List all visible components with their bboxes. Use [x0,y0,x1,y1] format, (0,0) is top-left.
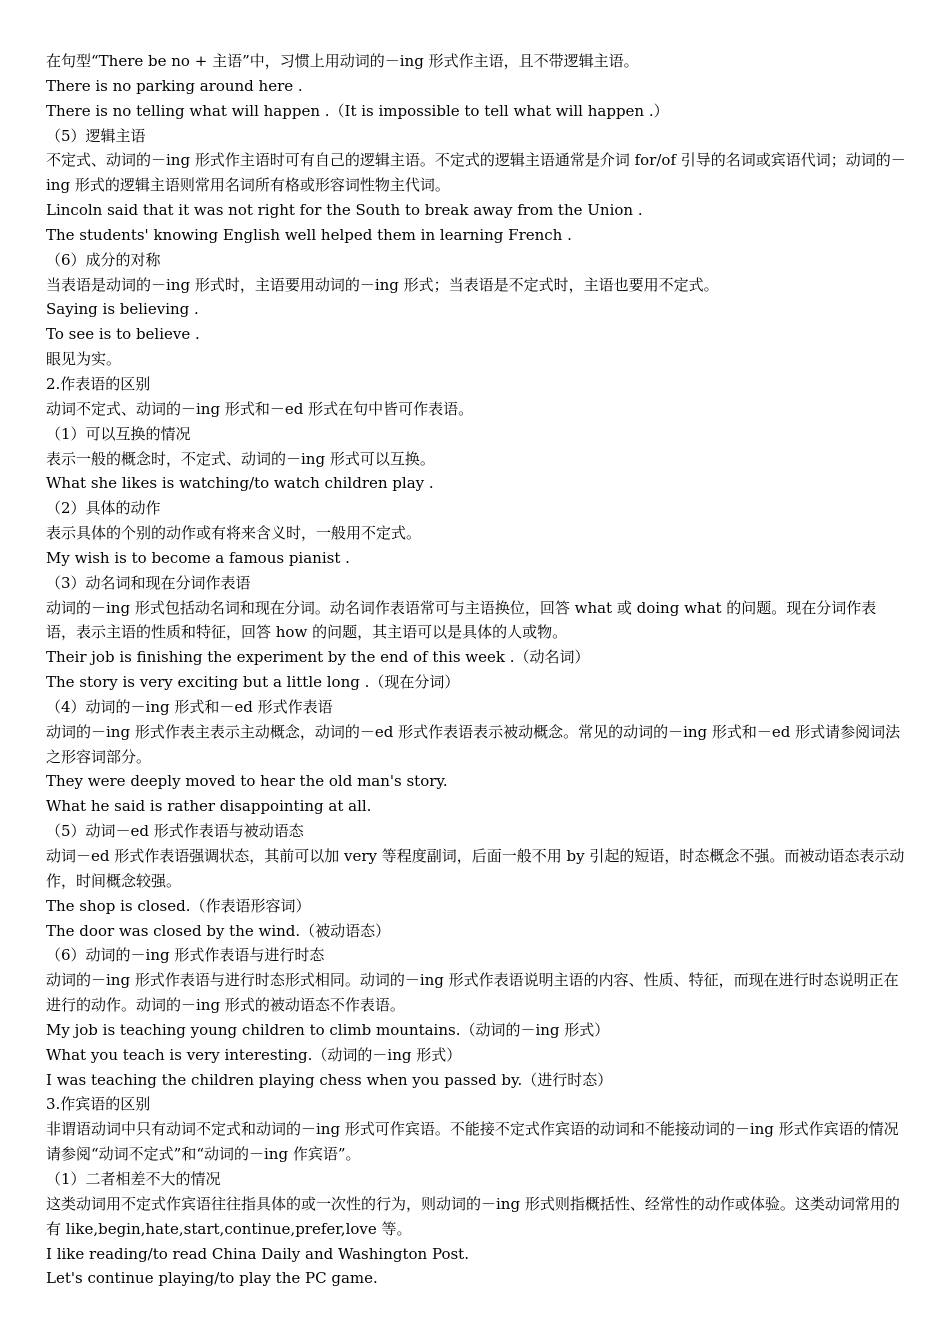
text-line: Their job is finishing the experiment by the end of this week .（动名词） [46,648,590,667]
text-line: 眼见为实。 [46,350,122,369]
text-line: The shop is closed.（作表语形容词） [46,896,311,915]
text-line: I was teaching the children playing chess when you passed by.（进行时态） [46,1070,613,1089]
text-line: There is no parking around here . [46,76,303,95]
text-line: （6）动词的－ing 形式作表语与进行时态 [46,946,325,965]
text-line: 动词的－ing 形式作表主表示主动概念，动词的－ed 形式作表语表示被动概念。常见的动词的－ing 形式和－ed 形式请参阅词法之形容词部分。 [46,722,901,766]
text-line: （1）可以互换的情况 [46,424,191,443]
text-line: Let's continue playing/to play the PC game. [46,1269,378,1288]
text-line: The story is very exciting but a little long .（现在分词） [46,673,460,692]
text-line: （1）二者相差不大的情况 [46,1169,221,1188]
text-line: 动词的－ing 形式包括动名词和现在分词。动名词作表语常可与主语换位，回答 what 或 doing what 的问题。现在分词作表语，表示主语的性质和特征，回答 how 的问题，其主语可以是具体的人或物。 [46,598,877,642]
document-body [46,49,906,1291]
text-line: 不定式、动词的－ing 形式作主语时可有自己的逻辑主语。不定式的逻辑主语通常是介词 for/of 引导的名词或宾语代词；动词的－ing 形式的逻辑主语则常用名词所有格或形容词性物主代词。 [46,151,906,195]
text-line: （5）逻辑主语 [46,126,146,145]
text-line: 动词－ed 形式作表语强调状态，其前可以加 very 等程度副词，后面一般不用 by 引起的短语，时态概念不强。而被动语态表示动作，时间概念较强。 [46,847,905,890]
text-line: 表示具体的个别的动作或有将来含义时，一般用不定式。 [46,524,422,543]
text-line: 动词的－ing 形式作表语与进行时态形式相同。动词的－ing 形式作表语说明主语的内容、性质、特征，而现在进行时态说明正在进行的动作。动词的－ing 形式的被动语态不作表语。 [46,971,899,1015]
text-line: 在句型“There be no + 主语”中，习惯上用动词的－ing 形式作主语，且不带逻辑主语。 [46,52,639,70]
text-line: Saying is believing . [46,300,199,319]
text-line: My job is teaching young children to climb mountains.（动词的－ing 形式） [46,1020,610,1039]
text-line: （3）动名词和现在分词作表语 [46,573,251,592]
text-line: They were deeply moved to hear the old man's story. [46,772,448,791]
text-line: （6）成分的对称 [46,250,161,269]
text-line: I like reading/to read China Daily and Washington Post. [46,1244,469,1263]
text-line: Lincoln said that it was not right for the South to break away from the Union . [46,201,643,220]
text-line: 当表语是动词的－ing 形式时，主语要用动词的－ing 形式；当表语是不定式时，主语也要用不定式。 [46,275,719,294]
text-line: To see is to believe . [46,325,200,344]
text-line: There is no telling what will happen .（It is impossible to tell what will happen .） [46,101,669,120]
text-line: （4）动词的－ing 形式和－ed 形式作表语 [46,697,333,716]
text-line: （2）具体的动作 [46,499,161,518]
text-line: （5）动词－ed 形式作表语与被动语态 [46,822,304,841]
text-line: What she likes is watching/to watch children play . [46,474,434,493]
text-line: The door was closed by the wind.（被动语态） [46,921,391,940]
text-line: 表示一般的概念时，不定式、动词的－ing 形式可以互换。 [46,449,435,468]
text-line: What you teach is very interesting.（动词的－ing 形式） [46,1045,462,1064]
text-line: The students' knowing English well helped them in learning French . [46,225,572,244]
text-line: My wish is to become a famous pianist . [46,548,350,567]
text-line: 3.作宾语的区别 [46,1095,151,1114]
text-line: What he said is rather disappointing at all. [46,797,372,816]
text-line: 2.作表语的区别 [46,374,151,393]
text-line: 非谓语动词中只有动词不定式和动词的－ing 形式可作宾语。不能接不定式作宾语的动词和不能接动词的－ing 形式作宾语的情况请参阅“动词不定式”和“动词的－ing 作宾语”。 [46,1120,899,1164]
text-line: 这类动词用不定式作宾语往往指具体的或一次性的行为，则动词的－ing 形式则指概括性、经常性的动作或体验。这类动词常用的有 like,begin,hate,start,continue,prefer,love 等。 [46,1194,900,1238]
text-line: 动词不定式、动词的－ing 形式和－ed 形式在句中皆可作表语。 [46,399,474,418]
